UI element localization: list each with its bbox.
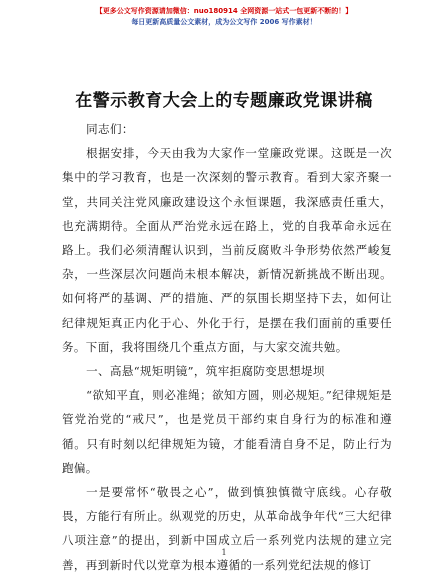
- banner-line-update: 每日更新高质量公文素材，成为公文写作 2006 写作素材！: [131, 18, 317, 26]
- banner-line-promo: 【更多公文写作资源请加微信：nuo180914 全网资源一站式一包更新不断的！】: [95, 7, 353, 15]
- document-title: 在警示教育大会上的专题廉政党课讲稿: [75, 91, 373, 111]
- document-body: [62, 117, 392, 577]
- body-paragraph: 根据安排，今天由我为大家作一堂廉政党课。这既是一次集中的学习教育，也是一次深刻的警示教育。看到大家齐聚一堂，共同关注党风廉政建设这个永恒课题，我深感责任重大，也充满期待。全面从严治党永远在路上，党的自我革命永远在路上。我们必须清醒认识到，当前反腐败斗争形势依然严峻复杂，一些深层次问题尚未根本解决，新情况新挑战不断出现。如何将严的基调、严的措施、严的氛围长期坚持下去，如何让纪律规矩真正内化于心、外化于行，是摆在我们面前的重要任务。下面，我将围绕几个重点方面，与大家交流共勉。: [62, 146, 392, 354]
- page-number: 1: [221, 548, 227, 557]
- salutation: 同志们：: [86, 122, 134, 136]
- body-paragraph: 一是要常怀“敬畏之心”，做到慎独慎微守底线。心存敬畏，方能行有所止。纵观党的历史，从革命战争年代“三大纪律八项注意”的提出，到新中国成立后一系列党内法规的建立完善，再到新时代以党章为根本遵循的一系列党纪法规的修订: [62, 485, 392, 572]
- header-banner: [0, 6, 448, 28]
- section-heading: 一、高悬“规矩明镜”，筑牢拒腐防变思想堤坝: [86, 364, 325, 379]
- body-paragraph: “欲知平直，则必准绳；欲知方圆，则必规矩。”纪律规矩是管党治党的“戒尺”，也是党员干部约束自身行为的标准和遵循。只有时刻以纪律规矩为镜，才能看清自身不足，防止行为跑偏。: [62, 388, 392, 475]
